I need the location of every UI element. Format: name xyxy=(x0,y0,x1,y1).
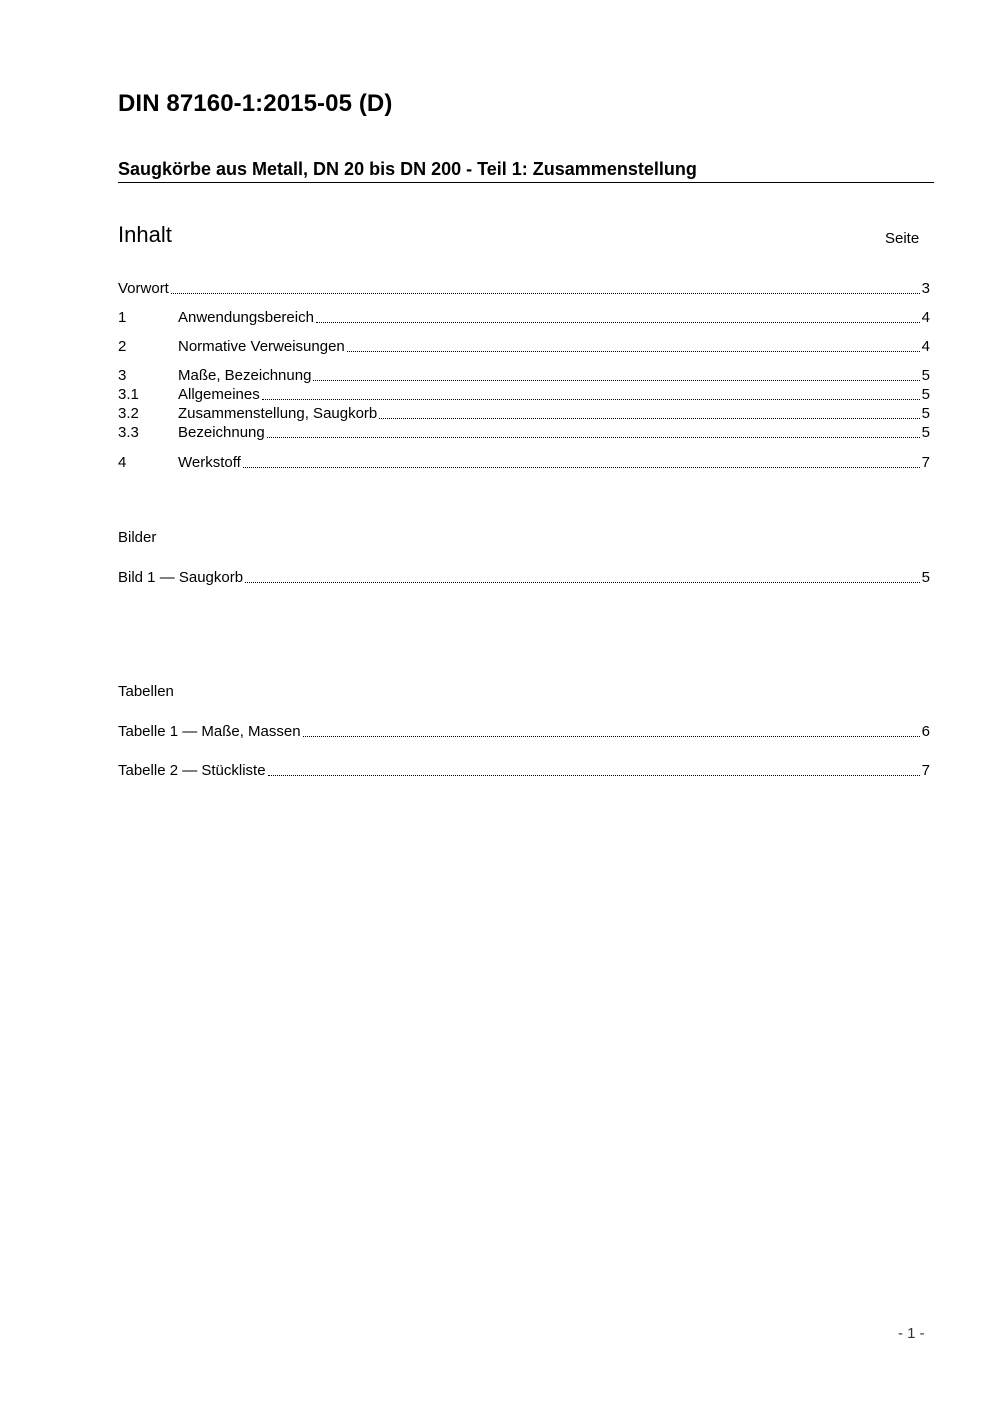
toc-entry-1[interactable] xyxy=(118,308,930,327)
toc-entry-title: Vorwort xyxy=(118,280,169,297)
dot-leader xyxy=(262,398,920,400)
toc-entry-title: Bezeichnung xyxy=(178,424,265,441)
dot-leader xyxy=(243,466,920,468)
toc-entry-3-2[interactable] xyxy=(118,404,930,423)
toc-heading: Inhalt xyxy=(118,222,172,247)
page-number: - 1 - xyxy=(898,1325,925,1342)
toc-entry-3-3[interactable] xyxy=(118,423,930,442)
toc-entry-title: Maße, Bezeichnung xyxy=(178,367,312,384)
table-entry-1[interactable] xyxy=(118,722,930,741)
toc-entry-number: 2 xyxy=(118,338,127,355)
toc-entry-number: 3.1 xyxy=(118,386,139,403)
table-entry-2[interactable] xyxy=(118,761,930,780)
toc-entry-page: 5 xyxy=(921,386,930,403)
toc-entry-3[interactable] xyxy=(118,366,930,385)
dot-leader xyxy=(171,292,920,294)
dot-leader xyxy=(313,379,919,381)
dot-leader xyxy=(303,735,920,737)
toc-entry-title: Zusammenstellung, Saugkorb xyxy=(178,405,378,422)
table-entry-page: 7 xyxy=(921,762,930,779)
toc-entry-title: Normative Verweisungen xyxy=(178,338,345,355)
table-entry-title: Tabelle 2 — Stückliste xyxy=(118,762,266,779)
toc-entry-title: Anwendungsbereich xyxy=(178,309,314,326)
toc-entry-number: 4 xyxy=(118,454,127,471)
toc-entry-number: 3.2 xyxy=(118,405,139,422)
toc-entry-page: 4 xyxy=(921,338,930,355)
tables-label: Tabellen xyxy=(118,683,174,700)
toc-entry-page: 5 xyxy=(921,405,930,422)
toc-entry-2[interactable] xyxy=(118,337,930,356)
toc-entry-page: 4 xyxy=(921,309,930,326)
figure-entry-title: Bild 1 — Saugkorb xyxy=(118,569,244,586)
toc-entry-3-1[interactable] xyxy=(118,385,930,404)
toc-entry-number: 3 xyxy=(118,367,127,384)
table-entry-title: Tabelle 1 — Maße, Massen xyxy=(118,723,301,740)
dot-leader xyxy=(268,774,920,776)
table-entry-page: 6 xyxy=(921,723,930,740)
toc-entry-number: 3.3 xyxy=(118,424,139,441)
toc-entry-page: 7 xyxy=(921,454,930,471)
toc-entry-title: Werkstoff xyxy=(178,454,241,471)
toc-entry-page: 5 xyxy=(921,424,930,441)
document-id: DIN 87160-1:2015-05 (D) xyxy=(118,90,393,117)
toc-page-column-label: Seite xyxy=(885,230,920,247)
toc-entry-page: 5 xyxy=(921,367,930,384)
toc-entry-vorwort[interactable] xyxy=(118,279,930,298)
dot-leader xyxy=(245,581,920,583)
toc-entry-page: 3 xyxy=(921,280,930,297)
figures-label: Bilder xyxy=(118,529,157,546)
dot-leader xyxy=(316,321,920,323)
toc-entry-4[interactable] xyxy=(118,453,930,472)
figure-entry-1[interactable] xyxy=(118,568,930,587)
toc-entry-number: 1 xyxy=(118,309,127,326)
figure-entry-page: 5 xyxy=(921,569,930,586)
toc-entry-title: Allgemeines xyxy=(178,386,260,403)
document-subtitle: Saugkörbe aus Metall, DN 20 bis DN 200 - Teil 1: Zusammenstellung xyxy=(118,158,934,183)
dot-leader xyxy=(267,436,920,438)
dot-leader xyxy=(379,417,919,419)
dot-leader xyxy=(347,350,920,352)
